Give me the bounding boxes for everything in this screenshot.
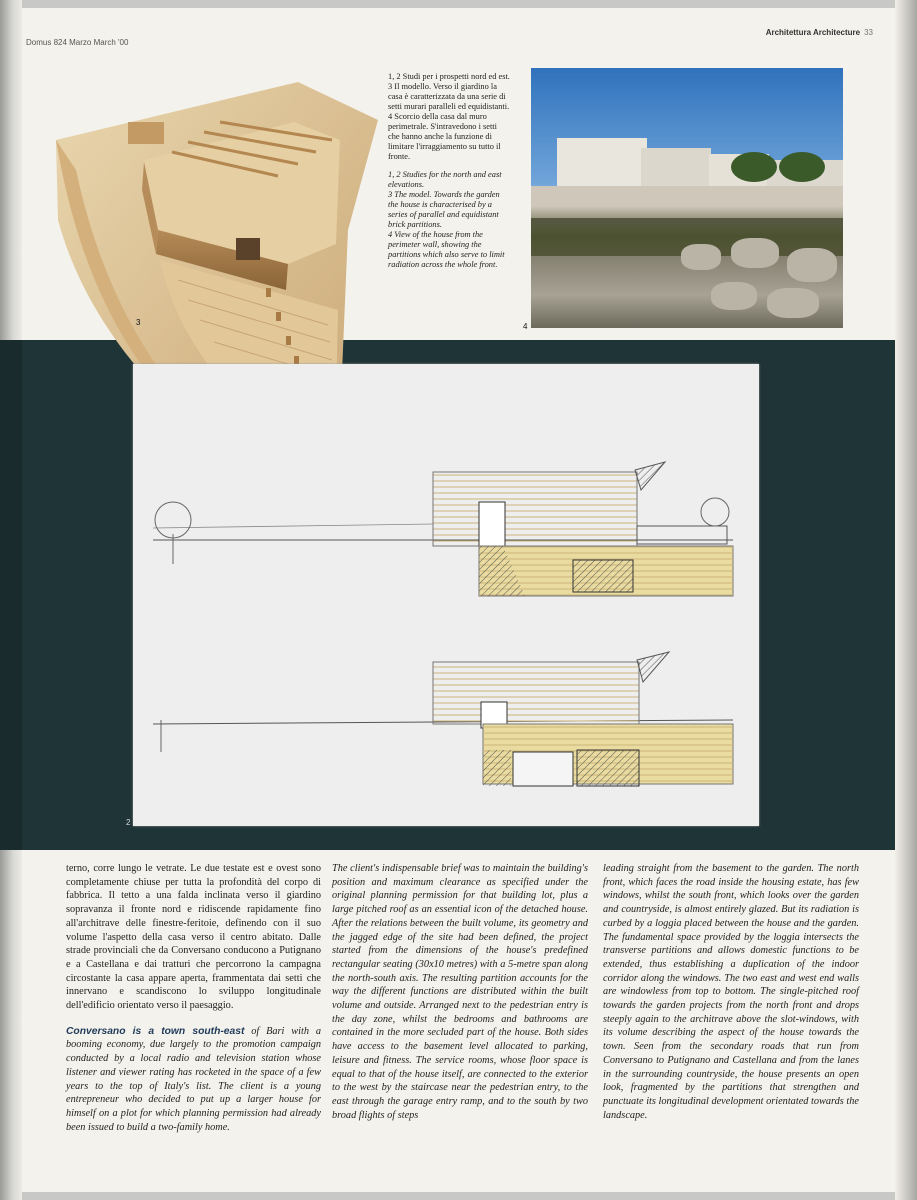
folio-left: Domus 824 Marzo March '00	[26, 38, 129, 47]
photo-stone	[787, 248, 837, 282]
figure-3-number: 3	[136, 318, 141, 327]
figure-2-number: 2	[126, 818, 131, 827]
paragraph: The client's indispensable brief was to maintain the building's position and maximum clearance as specified under the original planning permission for that building lot, plus a large pitched roof as an essential icon of the detached house. After the relations between the built volume, its geometry and the jagged edge of the site had been defined, the project started from the dimensions of the house's predefined rectangular seating (30x10 metres) with a 5-metre span along the north-south axis. The resulting partition accounts for the way the different functions are distributed within the built volume and outside. Arranged next to the pedestrian entry is the day zone, whilst the bedrooms and bathrooms are contained in the more secluded part of the house. Both sides have access to the basement level allocated to parking, leisure and fitness. The service rooms, whose floor space is equal to that of the house itself, are connected to the exterior to the west by the staircase near the pedestrian entry, to the east through the garage entry ramp, and to the south by two broad flights of steps	[332, 863, 588, 1121]
figure-captions	[388, 72, 510, 270]
captions-english	[388, 170, 510, 270]
lead-in: Conversano is a town south-east	[66, 1025, 245, 1037]
elevation-drawing	[133, 364, 759, 826]
caption-it-3: 4 Scorcio della casa dal muro perimetrale. S'intravedono i setti che hanno anche la funzione di limitare l'irraggiamento su tutto il fronte.	[388, 112, 501, 161]
photo-stone	[731, 238, 779, 268]
paragraph-italian: terno, corre lungo le vetrate. Le due testate est e ovest sono completamente chiuse per tutta la profondità del corpo di fabbrica. Il tetto a una falda inclinata verso il giardino sopravanza il fronte nord e ridiscende rapidamente fino all'architrave delle finestre-feritoie, definendo con il suo volume l'aspetto della casa verso il centro abitato. Dalle strade provinciali che da Conversano conducono a Putignano e a Castellana e dai tratturi che percorrono la campagna circostante la casa appare aperta, frammentata dai setti che innervano e scandiscono lo sviluppo longitudinale dell'edificio orientato verso il paesaggio.	[66, 863, 321, 1012]
text-column-1	[66, 862, 321, 1134]
text-column-3	[603, 862, 859, 1122]
figure-4-number: 4	[523, 322, 528, 331]
house-photo	[531, 68, 843, 328]
paragraph: leading straight from the basement to the garden. The north front, which faces the road inside the housing estate, has few windows, whilst the south front, which looks over the garden and countryside, is almost entirely glazed. But its radiation is curbed by a loggia placed between the house and the garden. The fundamental space provided by the loggia intersects the transverse partitions and allows domestic functions to be extended, thus establishing a duplication of the indoor corridor along the windows. The two east and west end walls are windowless from top to bottom. The single-pitched roof towards the garden projects from the north front and drops steeply again to the architrave above the slot-windows, with its volume describing the aspect of the house towards the town. Seen from the secondary roads that run from Conversano to Putignano and Castellana and from the lanes in the surrounding countryside, the house presents an open look, fragmented by the partitions that strengthen and punctuate its longitudinal development orientated towards the landscape.	[603, 863, 859, 1121]
folio-right	[766, 28, 873, 37]
section-title: Architettura Architecture	[765, 28, 861, 37]
photo-palm	[779, 152, 825, 182]
photo-stone	[767, 288, 819, 318]
photo-palm	[731, 152, 777, 182]
text-column-2	[332, 862, 588, 1122]
caption-en-1: 1, 2 Studies for the north and east elevations.	[388, 170, 502, 189]
page-edge-right	[895, 0, 917, 1200]
photo-stone	[681, 244, 721, 270]
elevation-sketch	[133, 364, 759, 826]
caption-it-1: 1, 2 Studi per i prospetti nord ed est.	[388, 72, 510, 81]
paragraph-english-intro	[66, 1025, 321, 1135]
paragraph-english-text: of Bari with a booming economy, due largely to the promotion campaign conducted by a local radio and television station whose listener and viewer rating has rocketed in the space of a few years to the top of Italy's list. The client is a young entrepreneur who decided to put up a larger house for himself on a plot for which planning permission had already been issued to build a two-family home.	[66, 1025, 321, 1133]
caption-en-3: 4 View of the house from the perimeter wall, showing the partitions which also serve to limit radiation across the whole front.	[388, 230, 505, 269]
caption-en-2: 3 The model. Towards the garden the house is characterised by a series of parallel and equidistant brick partitions.	[388, 190, 500, 229]
page-number: 33	[864, 28, 873, 37]
caption-it-2: 3 Il modello. Verso il giardino la casa è caratterizzata da una serie di setti murari paralleli ed equidistanti.	[388, 82, 510, 111]
band-spine	[0, 340, 22, 850]
photo-stone	[711, 282, 757, 310]
